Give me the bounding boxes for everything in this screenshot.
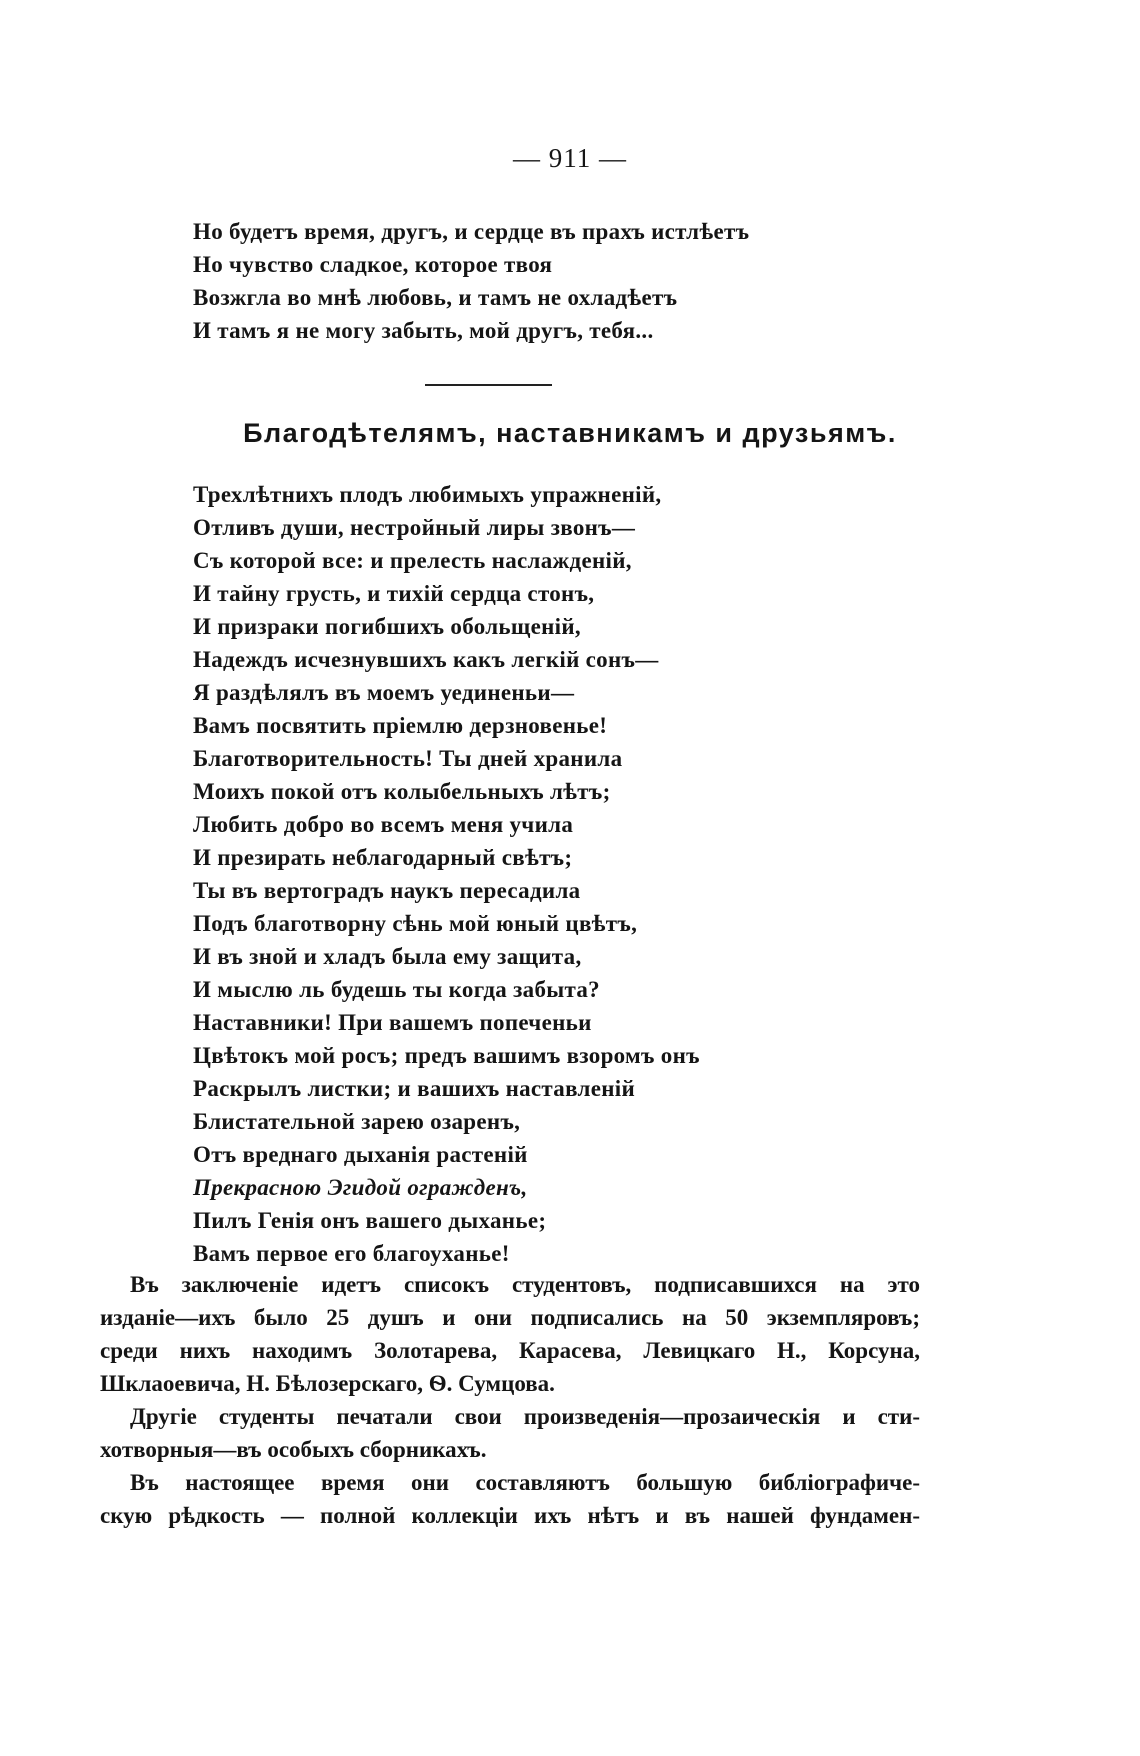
verse-line: Пилъ Генія онъ вашего дыханье; <box>193 1208 547 1233</box>
verse-line: И мыслю ль будешь ты когда забыта? <box>193 977 600 1002</box>
page-number: — 911 — <box>513 143 627 173</box>
paragraph-line: хотворныя—въ особыхъ сборникахъ. <box>100 1437 487 1462</box>
verse-line: Отъ вреднаго дыханія растеній <box>193 1142 528 1167</box>
paragraph-line: изданіе—ихъ было 25 душъ и они подписались на 50 экземпляровъ; <box>100 1305 920 1330</box>
verse-line: Раскрылъ листки; и вашихъ наставленій <box>193 1076 636 1101</box>
verse-line: Вамъ посвятить пріемлю дерзновенье! <box>193 713 608 738</box>
paragraph-subscribers <box>100 1268 920 1400</box>
section-heading: Благодѣтелямъ, наставникамъ и друзьямъ. <box>243 418 897 448</box>
paragraph-line: скую рѣдкость — полной коллекціи ихъ нѣтъ и въ нашей фундамен- <box>100 1503 920 1528</box>
paragraph-line: Въ настоящее время они составляютъ большую библіографиче- <box>130 1470 920 1495</box>
paragraph-other-students <box>100 1400 920 1466</box>
verse-line: Благотворительность! Ты дней хранила <box>193 746 623 771</box>
verse-line: И въ зной и хладъ была ему защита, <box>193 944 582 969</box>
verse-line: Возжгла во мнѣ любовь, и тамъ не охладѣетъ <box>193 285 678 310</box>
intro-verse <box>193 215 749 347</box>
verse-line: Ты въ вертоградъ наукъ пересадила <box>193 878 581 903</box>
verse-line: И тамъ я не могу забыть, мой другъ, тебя... <box>193 318 654 343</box>
verse-line: Надеждъ исчезнувшихъ какъ легкій сонъ— <box>193 647 659 672</box>
verse-line: И тайну грусть, и тихій сердца стонъ, <box>193 581 595 606</box>
verse-line: Наставники! При вашемъ попеченьи <box>193 1010 592 1035</box>
verse-line: Прекрасною Эгидой огражденъ, <box>193 1175 528 1200</box>
verse-line: Вамъ первое его благоуханье! <box>193 1241 510 1266</box>
verse-line: Любить добро во всемъ меня учила <box>193 812 574 837</box>
paragraph-line: Въ заключеніе идетъ списокъ студентовъ, подписавшихся на это <box>130 1272 920 1297</box>
verse-line: И презирать неблагодарный свѣтъ; <box>193 845 573 870</box>
verse-line: Я раздѣлялъ въ моемъ уединеньи— <box>193 680 575 705</box>
verse-line: Цвѣтокъ мой росъ; предъ вашимъ взоромъ онъ <box>193 1043 700 1068</box>
paragraph-rarity <box>100 1466 920 1532</box>
verse-line: Но чувство сладкое, которое твоя <box>193 252 553 277</box>
verse-line: Подъ благотворну сѣнь мой юный цвѣтъ, <box>193 911 638 936</box>
verse-line: Съ которой все: и прелесть наслажденій, <box>193 548 632 573</box>
paragraph-line: среди нихъ находимъ Золотарева, Карасева, Левицкаго Н., Корсуна, <box>100 1338 920 1363</box>
verse-line: Блистательной зарею озаренъ, <box>193 1109 521 1134</box>
verse-line: И призраки погибшихъ обольщеній, <box>193 614 581 639</box>
verse-line: Трехлѣтнихъ плодъ любимыхъ упражненій, <box>193 482 662 507</box>
verse-line: Моихъ покой отъ колыбельныхъ лѣтъ; <box>193 779 611 804</box>
section-separator-rule <box>425 384 552 386</box>
paragraph-line: Другіе студенты печатали свои произведенія—прозаическія и сти- <box>130 1404 920 1429</box>
verse-line: Отливъ души, нестройный лиры звонъ— <box>193 515 636 540</box>
dedication-poem <box>193 478 700 1270</box>
verse-line: Но будетъ время, другъ, и сердце въ прахъ истлѣетъ <box>193 219 750 244</box>
paragraph-line: Шклаоевича, Н. Бѣлозерскаго, Ѳ. Сумцова. <box>100 1371 555 1396</box>
